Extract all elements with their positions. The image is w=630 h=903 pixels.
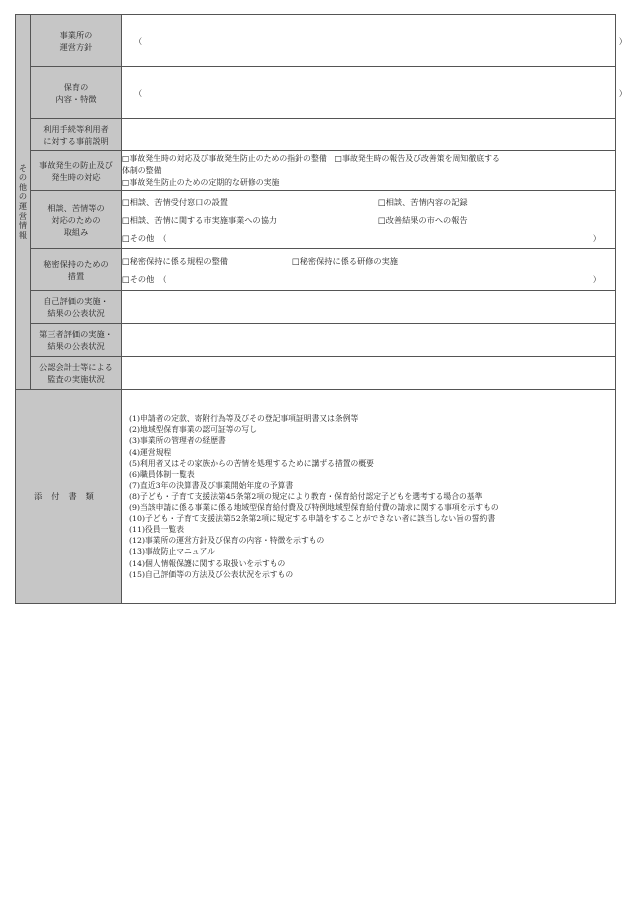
accident-option-line-2: 体制の整備 [122, 165, 162, 175]
field-complaint-handling [122, 191, 616, 249]
checkbox-city-cooperation[interactable]: □相談、苦情に関する市実施事業への協力 [122, 214, 278, 225]
attachment-item: (1)申請者の定款、寄附行為等及びその登記事項証明書又は条例等 [129, 414, 359, 424]
field-childcare-content[interactable] [122, 67, 627, 119]
attachment-list [122, 390, 616, 604]
attachment-item: (8)子ども・子育て支援法第45条第2項の規定により教育・保育給付認定子どもを選考する場合の基準 [129, 491, 483, 501]
accident-option-line-3[interactable]: □事故発生防止のための定期的な研修の実施 [122, 177, 280, 187]
label-accountant-audit: 公認会計士等による 監査の実施状況 [31, 357, 122, 390]
label-accident-prevention: 事故発生の防止及び 発生時の対応 [31, 151, 122, 191]
attachment-item: (3)事業所の管理者の経歴書 [129, 436, 226, 446]
close-paren: ） [592, 273, 601, 284]
checkbox-complaint-window[interactable]: □相談、苦情受付窓口の設置 [122, 196, 228, 207]
close-paren: ） [618, 87, 627, 98]
field-self-evaluation[interactable] [122, 291, 616, 324]
accident-option-line-1[interactable]: □事故発生時の対応及び事故発生防止のための指針の整備 □事故発生時の報告及び改善策を周知徹底する [122, 153, 500, 163]
label-operating-policy: 事業所の 運営方針 [31, 15, 122, 67]
label-third-party-evaluation: 第三者評価の実施・ 結果の公表状況 [31, 324, 122, 357]
label-attached-documents: 添付書類 [16, 390, 122, 604]
checkbox-privacy-training[interactable]: □秘密保持に係る研修の実施 [292, 255, 398, 266]
checkbox-complaint-record[interactable]: □相談、苦情内容の記録 [378, 196, 468, 207]
field-prior-explanation[interactable] [122, 119, 616, 151]
field-operating-policy[interactable] [122, 15, 627, 67]
field-accountant-audit[interactable] [122, 357, 616, 390]
attachment-item: (11)役員一覧表 [129, 525, 184, 535]
field-third-party-evaluation[interactable] [122, 324, 616, 357]
checkbox-privacy-rules[interactable]: □秘密保持に係る規程の整備 [122, 255, 228, 266]
attachment-item: (15)自己評価等の方法及び公表状況を示すもの [129, 569, 294, 579]
checkbox-privacy-other[interactable]: □その他 （ [122, 273, 167, 284]
attachment-item: (12)事業所の運営方針及び保育の内容・特徴を示すもの [129, 536, 325, 546]
open-paren: （ [134, 87, 143, 98]
open-paren: （ [134, 35, 143, 46]
label-childcare-content: 保育の 内容・特徴 [31, 67, 122, 119]
label-confidentiality: 秘密保持のための 措置 [31, 249, 122, 291]
field-accident-prevention [122, 151, 616, 191]
label-self-evaluation: 自己評価の実施・ 結果の公表状況 [31, 291, 122, 324]
attachment-item: (5)利用者又はその家族からの苦情を処理するために講ずる措置の概要 [129, 458, 374, 468]
attachment-item: (7)直近3年の決算書及び事業開始年度の予算書 [129, 480, 294, 490]
label-complaint-handling: 相談、苦情等の 対応のための 取組み [31, 191, 122, 249]
close-paren: ） [618, 35, 627, 46]
attachment-item: (2)地域型保育事業の認可証等の写し [129, 425, 257, 435]
checkbox-complaint-other[interactable]: □その他 （ [122, 232, 167, 243]
attachment-item: (9)当該申請に係る事業に係る地域型保育給付費及び特例地域型保育給付費の請求に関する事項を示すもの [129, 503, 499, 513]
attachment-item: (4)運営規程 [129, 447, 172, 457]
operations-info-form [15, 14, 627, 604]
close-paren: ） [592, 232, 601, 243]
side-label-other-operations: そ の 他 の 運 営 情 報 [16, 15, 31, 390]
label-prior-explanation: 利用手続等利用者 に対する事前説明 [31, 119, 122, 151]
field-confidentiality [122, 249, 616, 291]
attachment-item: (13)事故防止マニュアル [129, 547, 215, 557]
checkbox-city-report[interactable]: □改善結果の市への報告 [378, 214, 468, 225]
attachment-item: (10)子ども・子育て支援法第52条第2項に規定する申請をすることができない者に該当しない旨の誓約書 [129, 514, 496, 524]
attachment-item: (6)職員体制一覧表 [129, 469, 195, 479]
attachment-item: (14)個人情報保護に関する取扱いを示すもの [129, 558, 286, 568]
